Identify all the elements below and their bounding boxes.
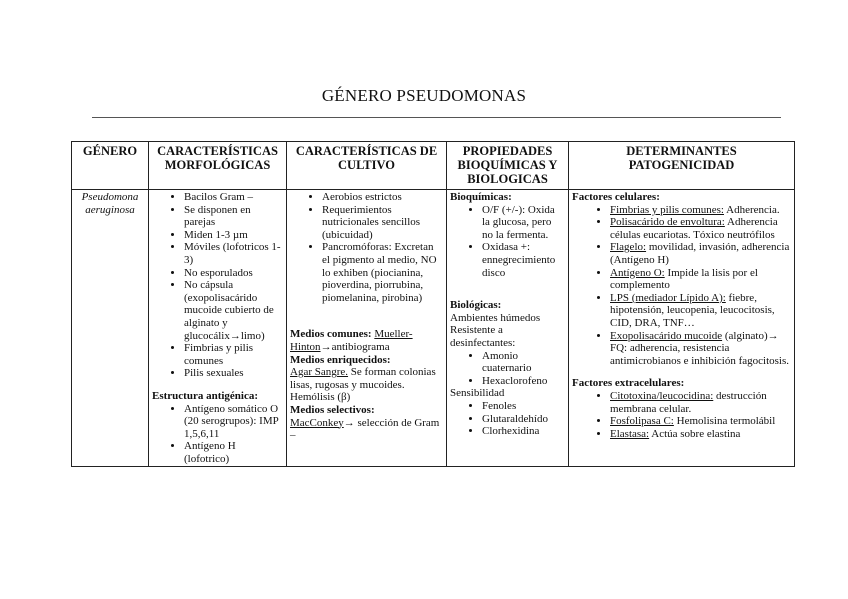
list-item: • Fosfolipasa C: Hemolisina termolábil xyxy=(610,415,791,428)
common-media-label: Medios comunes: xyxy=(290,328,372,341)
biological-line: Resistente a desinfectantes: xyxy=(450,324,516,349)
header-genero: GÉNERO xyxy=(72,142,149,190)
page-title: GÉNERO PSEUDOMONAS xyxy=(321,86,527,105)
list-item: • Clorhexidina xyxy=(482,425,565,438)
list-item: • Hexaclorofeno xyxy=(482,375,565,388)
biological-line: Sensibilidad xyxy=(450,387,505,400)
header-morfologicas: CARACTERÍSTICAS MORFOLÓGICAS xyxy=(149,142,287,190)
common-media xyxy=(290,328,443,353)
list-item: • LPS (mediador Lípido A): fiebre, hipotensión, leucopenia, leucocitosis, CID, DRA, TNF… xyxy=(610,292,791,330)
genus-cell: Pseudomona aeruginosa xyxy=(72,190,149,467)
pseudomonas-table xyxy=(71,141,795,467)
list-item: • Antígeno H (lofotrico) xyxy=(184,440,283,465)
culture-list xyxy=(290,191,443,304)
list-item: • Fimbrias y pilis comunes xyxy=(184,342,283,367)
list-item: • Miden 1-3 µm xyxy=(184,229,283,242)
antigen-heading: Estructura antigénica: xyxy=(152,389,259,402)
extracellular-heading: Factores extracelulares: xyxy=(572,377,685,390)
list-item: • Móviles (lofotricos 1-3) xyxy=(184,241,283,266)
list-item: • Glutaraldehído xyxy=(482,413,565,426)
biochem-cell xyxy=(447,190,569,467)
list-item: • Pancromóforas: Excretan el pigmento al medio, NO lo exhiben (piocianina, pioverdina, piorrubina, piomelanina, pirobina) xyxy=(322,241,443,304)
selective-media-label: Medios selectivos: xyxy=(290,403,375,416)
list-item: • Pilis sexuales xyxy=(184,367,283,380)
list-item: • Elastasa: Actúa sobre elastina xyxy=(610,428,791,441)
enriched-media-desc: Se forman colonias lisas, rugosas y mucoides. Hemólisis (β) xyxy=(290,366,436,404)
enriched-media xyxy=(290,366,443,404)
common-media-name: Mueller-Hinton xyxy=(290,328,413,353)
list-item: • O/F (+/-): Oxida la glucosa, pero no la fermenta. xyxy=(482,204,565,242)
list-item: • Se disponen en parejas xyxy=(184,204,283,229)
list-item: • No esporulados xyxy=(184,267,283,280)
enriched-media-name: Agar Sangre. xyxy=(290,366,349,379)
biochem-list xyxy=(450,204,565,280)
list-item: • Oxidasa +: ennegrecimiento disco xyxy=(482,241,565,279)
biological-line: Ambientes húmedos xyxy=(450,311,541,324)
antigen-list xyxy=(152,403,283,466)
morphology-cell xyxy=(149,190,287,467)
selective-media-desc: → selección de Gram – xyxy=(290,416,440,442)
morphology-list xyxy=(152,191,283,380)
list-item: • No cápsula (exopolisacárido mucoide cubierto de alginato y glucocálix→limo) xyxy=(184,279,283,342)
list-item: • Bacilos Gram – xyxy=(184,191,283,204)
selective-media-name: MacConkey xyxy=(290,416,344,429)
title-rule xyxy=(92,117,781,118)
header-bioquimicas: PROPIEDADES BIOQUÍMICAS Y BIOLOGICAS xyxy=(447,142,569,190)
resistance-list xyxy=(450,350,565,388)
list-item: • Aerobios estrictos xyxy=(322,191,443,204)
cell-factors-list xyxy=(572,204,791,368)
list-item: • Amonio cuaternario xyxy=(482,350,565,375)
sensitivity-list xyxy=(450,400,565,438)
list-item: • Citotoxina/leucocidina: destrucción membrana celular. xyxy=(610,390,791,415)
header-row xyxy=(72,142,795,190)
list-item: • Fenoles xyxy=(482,400,565,413)
header-cultivo: CARACTERÍSTICAS DE CULTIVO xyxy=(287,142,447,190)
cell-factors-heading: Factores celulares: xyxy=(572,191,660,203)
header-patogenicidad: DETERMINANTES PATOGENICIDAD xyxy=(569,142,795,190)
biochem-heading: Bioquímicas: xyxy=(450,191,512,203)
biological-heading: Biológicas: xyxy=(450,299,502,312)
list-item: • Antígeno O: Impide la lisis por el complemento xyxy=(610,267,791,292)
pathogenicity-cell xyxy=(569,190,795,467)
culture-cell xyxy=(287,190,447,467)
list-item: • Exopolisacárido mucoide (alginato)→ FQ: adherencia, resistencia antimicrobianos e inhibición fagocitosis. xyxy=(610,330,791,368)
list-item: • Flagelo: movilidad, invasión, adherencia (Antígeno H) xyxy=(610,241,791,266)
enriched-media-label: Medios enriquecidos: xyxy=(290,353,391,366)
list-item: • Fimbrias y pilis comunes: Adherencia. xyxy=(610,204,791,217)
extracellular-list xyxy=(572,390,791,440)
table-row xyxy=(72,190,795,467)
common-media-desc: →antibiograma xyxy=(320,340,390,353)
list-item: • Polisacárido de envoltura: Adherencia células eucariotas. Tóxico neutrófilos xyxy=(610,216,791,241)
selective-media xyxy=(290,417,443,442)
list-item: • Antígeno somático O (20 serogrupos): IMP 1,5,6,11 xyxy=(184,403,283,441)
list-item: • Requerimientos nutricionales sencillos (ubicuidad) xyxy=(322,204,443,242)
